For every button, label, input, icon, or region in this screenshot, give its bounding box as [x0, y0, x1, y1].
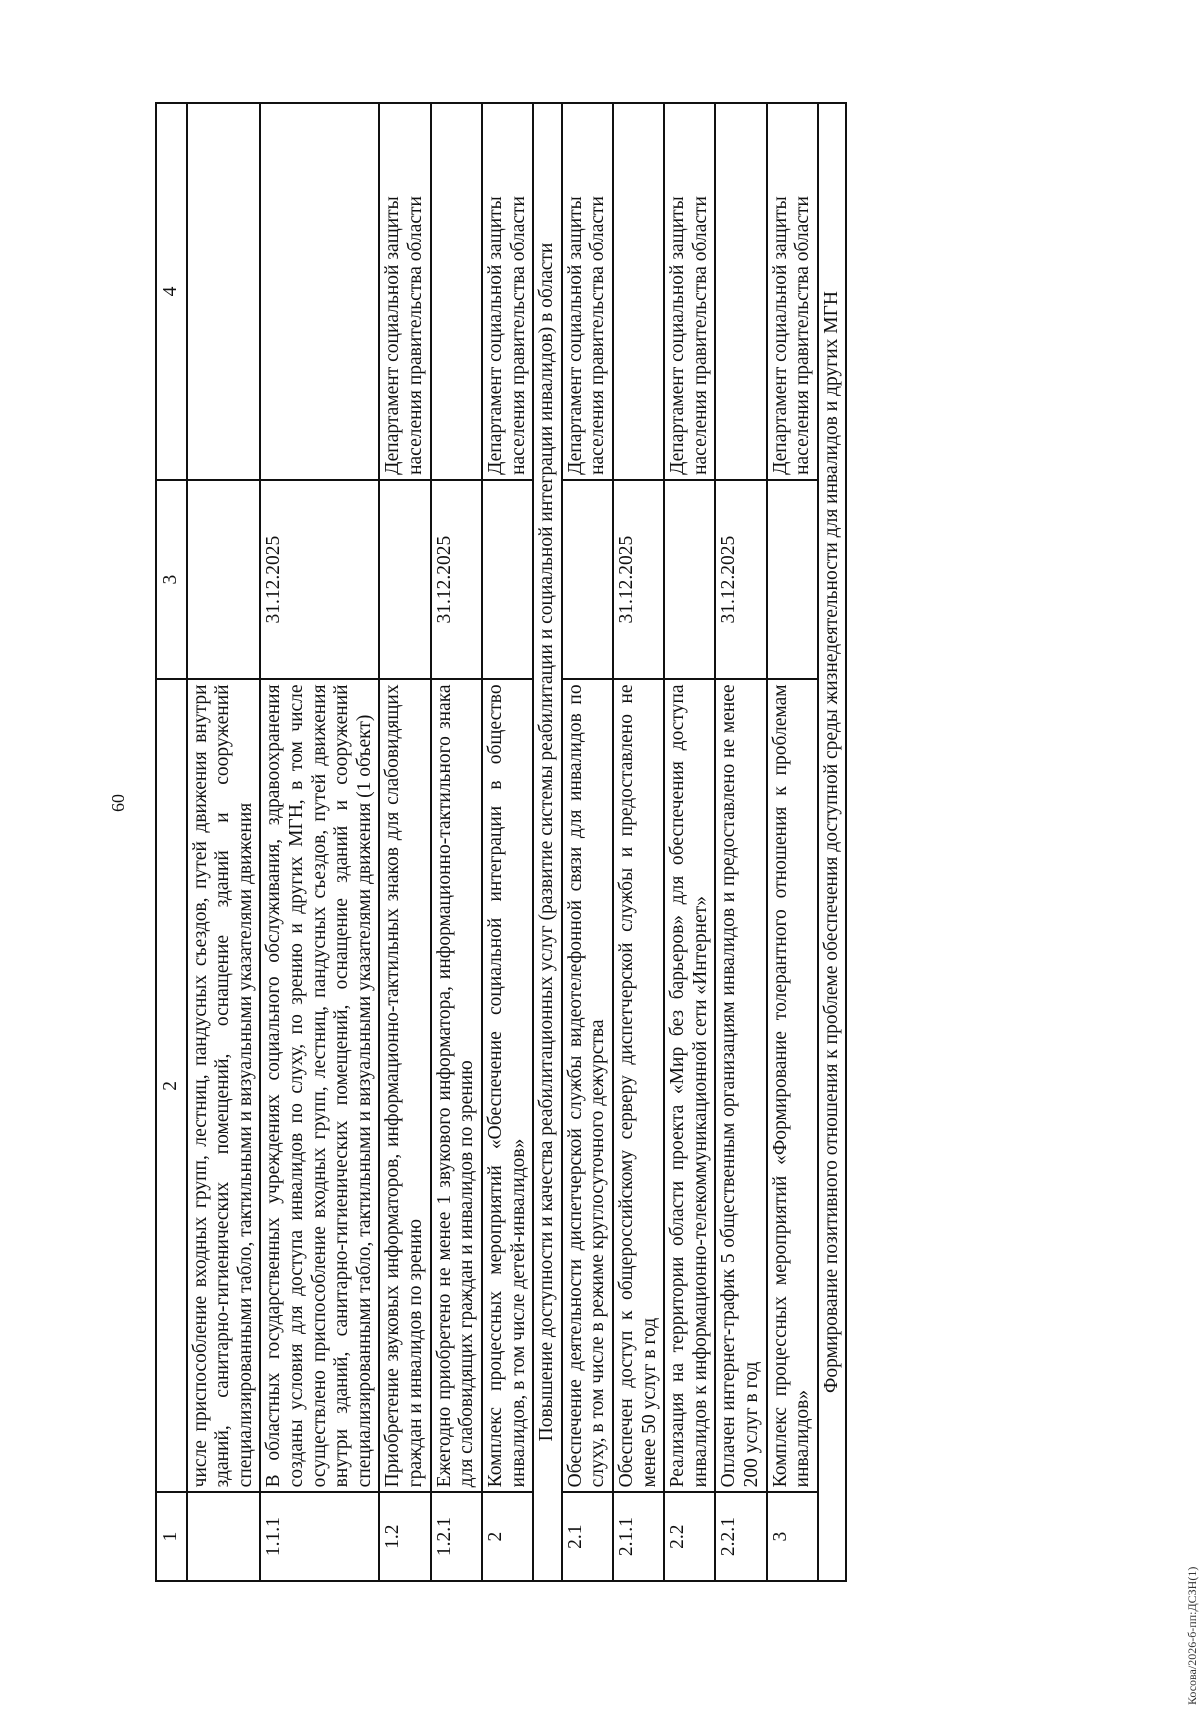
row-deadline	[379, 480, 430, 680]
section-title: Формирование позитивного отношения к проблеме обеспечения доступной среды жизнедеятельности для инвалидов и других МГН	[818, 103, 847, 1581]
table-row	[562, 103, 613, 1581]
row-description: Приобретение звуковых информаторов, информационно-тактильных знаков для слабовидящих граждан и инвалидов по зрению	[379, 679, 430, 1492]
activities-table	[155, 102, 847, 1582]
column-header: 2	[156, 679, 187, 1492]
row-responsible: Департамент социальной защиты населения правительства области	[562, 103, 613, 480]
row-responsible	[715, 103, 766, 480]
rotated-content	[155, 102, 847, 1582]
row-description: Ежегодно приобретено не менее 1 звукового информатора, информационно-тактильного знака для слабовидящих граждан и инвалидов по зрению	[431, 679, 482, 1492]
footer-document-code: Косова/2026-б-пп:ДСЗН(1)	[1185, 1566, 1199, 1705]
row-number: 2.1	[562, 1492, 613, 1581]
table-row	[613, 103, 664, 1581]
table-row	[664, 103, 715, 1581]
table-row	[715, 103, 766, 1581]
table-row	[379, 103, 430, 1581]
table-row	[767, 103, 818, 1581]
row-number: 2.2	[664, 1492, 715, 1581]
row-number: 2.2.1	[715, 1492, 766, 1581]
column-header: 4	[156, 103, 187, 480]
row-description: Реализация на территории области проекта «Мир без барьеров» для обеспечения доступа инвалидов к информационно-телекоммуникационной сети «Интернет»	[664, 679, 715, 1492]
row-deadline	[562, 480, 613, 680]
row-responsible	[613, 103, 664, 480]
row-responsible	[187, 103, 261, 480]
page-number: 60	[108, 794, 128, 812]
row-number	[187, 1492, 261, 1581]
row-description: Обеспечение деятельности диспетчерской службы видеотелефонной связи для инвалидов по слуху, в том числе в режиме круглосуточного дежурства	[562, 679, 613, 1492]
section-title: Повышение доступности и качества реабилитационных услуг (развитие системы реабилитации и социальной интеграции инвалидов) в области	[533, 103, 562, 1581]
column-header: 1	[156, 1492, 187, 1581]
row-deadline	[664, 480, 715, 680]
row-deadline: 31.12.2025	[613, 480, 664, 680]
table-row	[482, 103, 533, 1581]
section-row	[818, 103, 847, 1581]
row-description: числе приспособление входных групп, лестниц, пандусных съездов, путей движения внутри зданий, санитарно-гигиенических помещений, оснащение зданий и сооружений специализированными табло, тактильными и визуальными указателями движения	[187, 679, 261, 1492]
column-header: 3	[156, 480, 187, 680]
row-number: 3	[767, 1492, 818, 1581]
table-row	[431, 103, 482, 1581]
row-responsible: Департамент социальной защиты населения правительства области	[664, 103, 715, 480]
row-description: Оплачен интернет-трафик 5 общественным организациям инвалидов и предоставлено не менее 200 услуг в год	[715, 679, 766, 1492]
row-number: 1.2	[379, 1492, 430, 1581]
row-number: 1.2.1	[431, 1492, 482, 1581]
row-responsible	[260, 103, 379, 480]
row-deadline	[482, 480, 533, 680]
row-responsible: Департамент социальной защиты населения правительства области	[482, 103, 533, 480]
row-responsible	[431, 103, 482, 480]
table-row	[187, 103, 261, 1581]
section-row	[533, 103, 562, 1581]
row-number: 2.1.1	[613, 1492, 664, 1581]
row-description: Комплекс процессных мероприятий «Формирование толерантного отношения к проблемам инвалидов»	[767, 679, 818, 1492]
row-description: Комплекс процессных мероприятий «Обеспечение социальной интеграции в общество инвалидов, в том числе детей-инвалидов»	[482, 679, 533, 1492]
row-deadline: 31.12.2025	[260, 480, 379, 680]
row-responsible: Департамент социальной защиты населения правительства области	[767, 103, 818, 480]
row-deadline: 31.12.2025	[715, 480, 766, 680]
row-description: В областных государственных учреждениях социального обслуживания, здравоохранения созданы условия для доступа инвалидов по слуху, по зрению и других МГН, в том числе осуществлено приспособление входных групп, лестниц, пандусных съездов, путей движения внутри зданий, санитарно-гигиенических помещений, оснащение зданий и сооружений специализированными табло, тактильными и визуальными указателями движения (1 объект)	[260, 679, 379, 1492]
row-deadline	[767, 480, 818, 680]
table-header-row	[156, 103, 187, 1581]
row-number: 2	[482, 1492, 533, 1581]
row-deadline: 31.12.2025	[431, 480, 482, 680]
row-responsible: Департамент социальной защиты населения правительства области	[379, 103, 430, 480]
row-deadline	[187, 480, 261, 680]
table-row	[260, 103, 379, 1581]
row-description: Обеспечен доступ к общероссийскому серверу диспетчерской службы и предоставлено не менее 50 услуг в год	[613, 679, 664, 1492]
row-number: 1.1.1	[260, 1492, 379, 1581]
